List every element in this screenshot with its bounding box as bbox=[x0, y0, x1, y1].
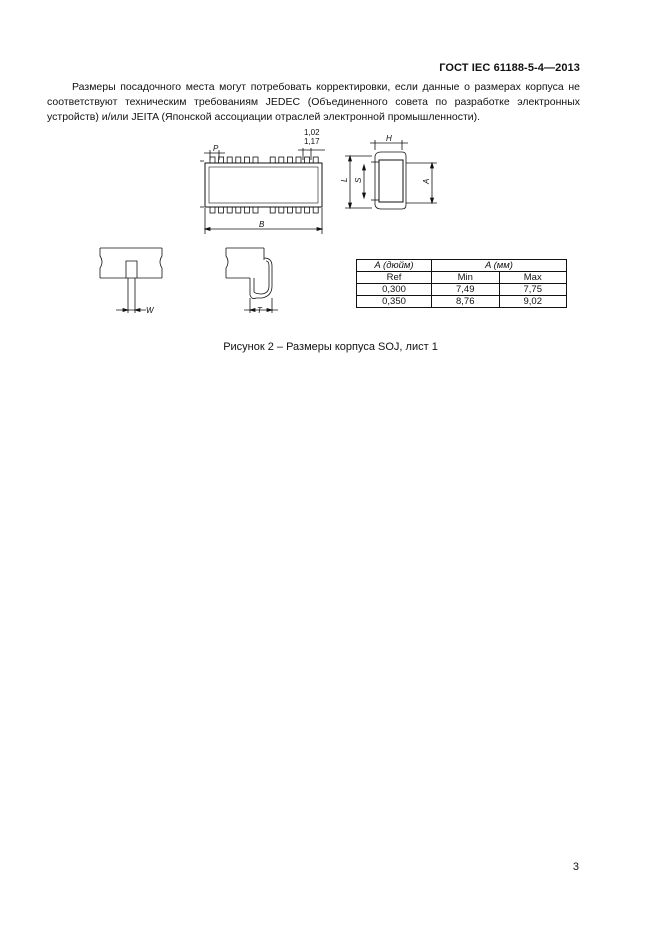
lead-pin bbox=[227, 207, 232, 213]
label-lead-width: W bbox=[146, 306, 154, 315]
lead-pin bbox=[287, 207, 292, 213]
lead-pin bbox=[236, 207, 241, 213]
lead-pin bbox=[219, 207, 224, 213]
cell-max: 7,75 bbox=[499, 284, 567, 296]
label-inner-span: S bbox=[354, 177, 363, 183]
lead-pin bbox=[296, 207, 301, 213]
label-lead-thickness: T bbox=[257, 306, 262, 315]
lead-pin bbox=[296, 157, 301, 163]
cell-min: 7,49 bbox=[432, 284, 500, 296]
label-body-length: B bbox=[259, 220, 265, 229]
label-lead-span: L bbox=[340, 177, 349, 182]
lead-pin bbox=[313, 157, 318, 163]
label-pitch-val-1: 1,02 bbox=[304, 128, 320, 137]
cell-max: 9,02 bbox=[499, 296, 567, 308]
lead-pin bbox=[244, 207, 249, 213]
lead-pin bbox=[279, 207, 284, 213]
header-a-inch: A (дюйм) bbox=[357, 260, 432, 272]
figure-caption: Рисунок 2 – Размеры корпуса SOJ, лист 1 bbox=[223, 341, 438, 353]
cell-ref: 0,300 bbox=[357, 284, 432, 296]
page-number: 3 bbox=[572, 861, 579, 873]
lead-pin bbox=[270, 157, 275, 163]
subheader-max: Max bbox=[499, 272, 567, 284]
table-row bbox=[357, 296, 567, 308]
label-body-width: A bbox=[422, 178, 431, 184]
header-a-mm: A (мм) bbox=[432, 260, 567, 272]
table-row bbox=[357, 284, 567, 296]
subheader-ref: Ref bbox=[357, 272, 432, 284]
lead-pin bbox=[305, 157, 310, 163]
lead-pin bbox=[305, 207, 310, 213]
lead-pin bbox=[270, 207, 275, 213]
lead-pin bbox=[287, 157, 292, 163]
lead-width-detail bbox=[100, 248, 162, 313]
lead-pin bbox=[253, 157, 258, 163]
lead-pin bbox=[227, 157, 232, 163]
label-height: H bbox=[386, 134, 392, 143]
table-header-row bbox=[357, 260, 567, 272]
cell-min: 8,76 bbox=[432, 296, 500, 308]
lead-pin bbox=[279, 157, 284, 163]
table-subheader-row bbox=[357, 272, 567, 284]
lead-pin bbox=[210, 207, 215, 213]
subheader-min: Min bbox=[432, 272, 500, 284]
lead-pin bbox=[210, 157, 215, 163]
label-pitch-val-2: 1,17 bbox=[304, 137, 320, 146]
label-pitch: P bbox=[213, 144, 219, 153]
lead-pin bbox=[236, 157, 241, 163]
lead-thickness-detail bbox=[226, 248, 278, 313]
body-paragraph: Размеры посадочного места могут потребовать корректировки, если данные о размерах корпуса не соответствуют техническим требованиям JEDEC (Объединенного совета по разработке электронных устройств) и/или JEITA (Японской ассоциации отраслей электронной промышленности). bbox=[47, 81, 580, 123]
lead-pin bbox=[253, 207, 258, 213]
lead-pin bbox=[313, 207, 318, 213]
package-side-view bbox=[345, 140, 437, 209]
cell-ref: 0,350 bbox=[357, 296, 432, 308]
lead-pin bbox=[244, 157, 249, 163]
dimensions-table bbox=[356, 259, 567, 308]
document-header: ГОСТ IEC 61188-5-4—2013 bbox=[439, 62, 580, 74]
